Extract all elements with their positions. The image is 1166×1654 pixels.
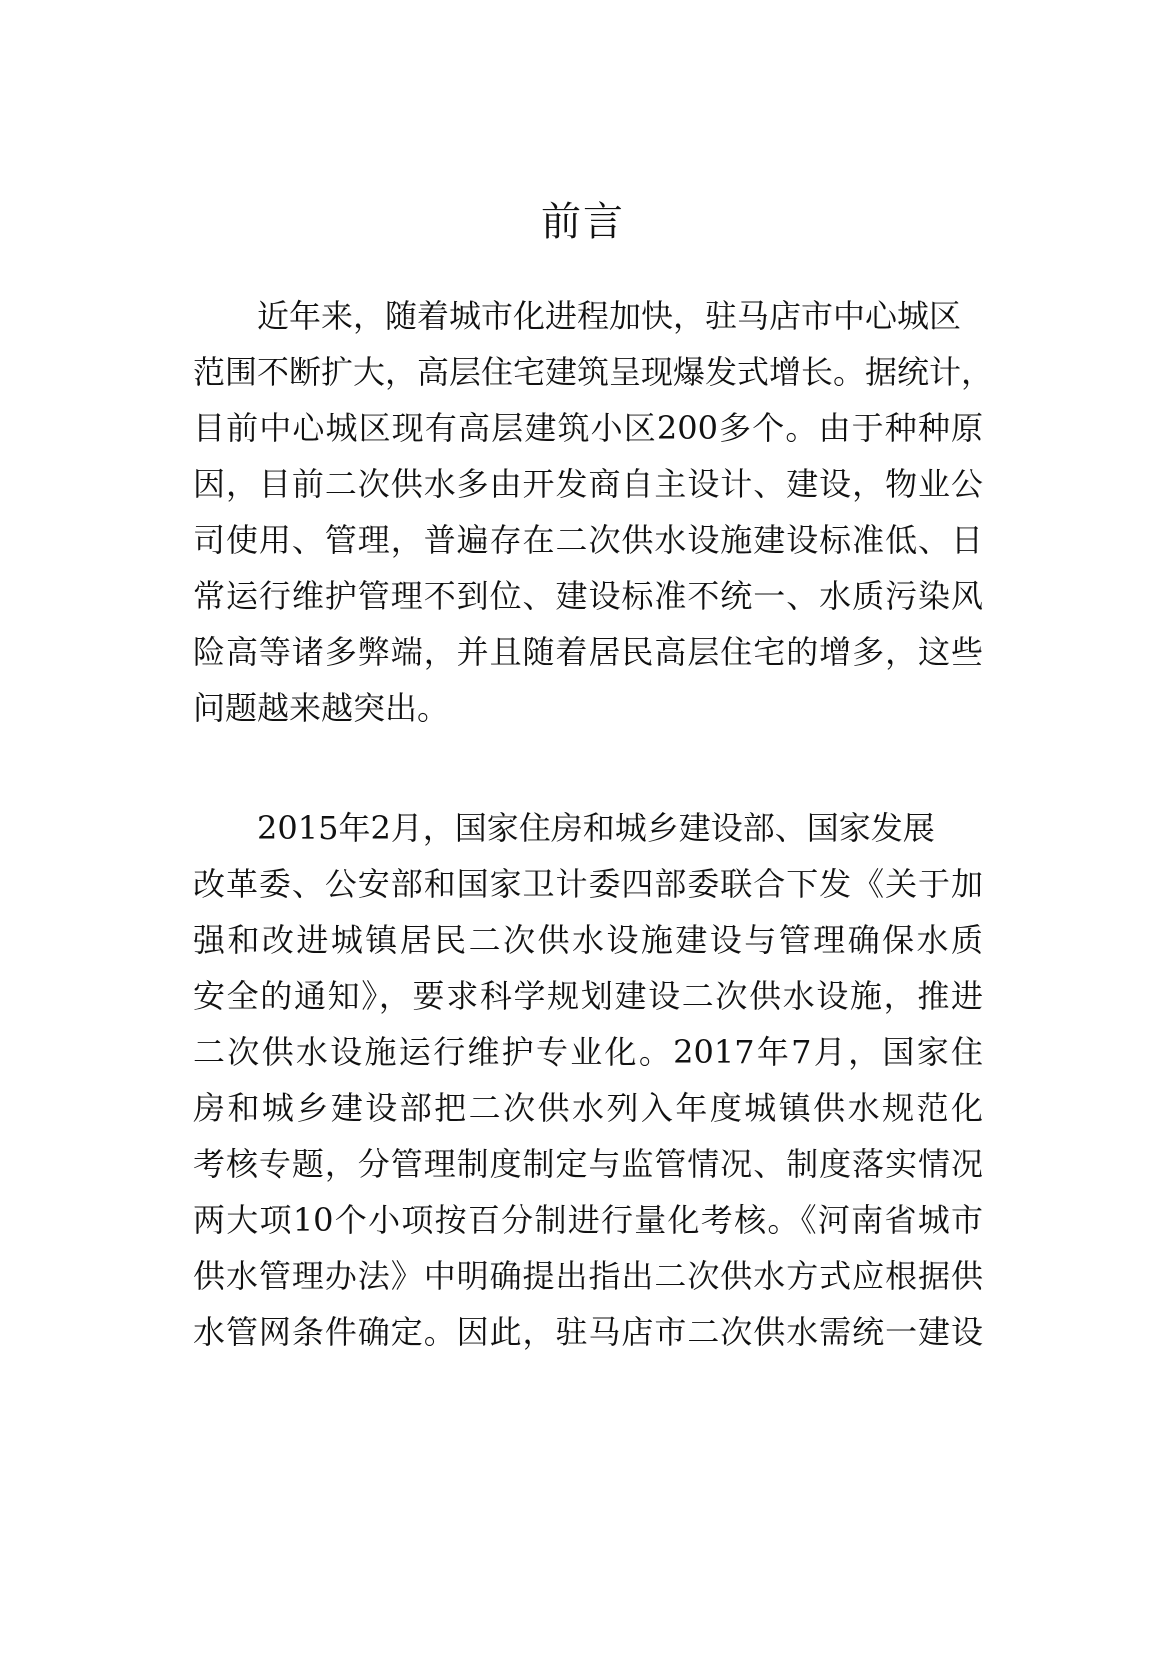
paragraph-line: 二次供水设施运行维护专业化。2017年7月，国家住 <box>193 1033 983 1071</box>
paragraph-2 <box>193 800 983 1360</box>
paragraph-line: 供水管理办法》中明确提出指出二次供水方式应根据供 <box>193 1257 983 1295</box>
paragraph-line: 考核专题，分管理制度制定与监管情况、制度落实情况 <box>193 1145 983 1183</box>
paragraph-line: 房和城乡建设部把二次供水列入年度城镇供水规范化 <box>193 1089 983 1127</box>
paragraph-1 <box>193 288 994 736</box>
paragraph-line: 安全的通知》，要求科学规划建设二次供水设施，推进 <box>193 977 983 1015</box>
paragraph-line: 问题越来越突出。 <box>193 689 450 727</box>
paragraph-line: 近年来，随着城市化进程加快，驻马店市中心城区 <box>193 297 962 335</box>
paragraph-line: 两大项10个小项按百分制进行量化考核。《河南省城市 <box>193 1201 983 1239</box>
paragraph-line: 2015年2月，国家住房和城乡建设部、国家发展 <box>193 809 935 847</box>
paragraph-line: 改革委、公安部和国家卫计委四部委联合下发《关于加 <box>193 865 983 903</box>
page-title: 前言 <box>541 199 625 245</box>
paragraph-line: 范围不断扩大，高层住宅建筑呈现爆发式增长。据统计， <box>193 353 994 391</box>
paragraph-line: 目前中心城区现有高层建筑小区200多个。由于种种原 <box>193 409 983 447</box>
paragraph-line: 强和改进城镇居民二次供水设施建设与管理确保水质 <box>193 921 983 959</box>
paragraph-line: 水管网条件确定。因此，驻马店市二次供水需统一建设 <box>193 1313 983 1351</box>
paragraph-line: 险高等诸多弊端，并且随着居民高层住宅的增多，这些 <box>193 633 983 671</box>
paragraph-line: 常运行维护管理不到位、建设标准不统一、水质污染风 <box>193 577 983 615</box>
paragraph-line: 因，目前二次供水多由开发商自主设计、建设，物业公 <box>193 465 983 503</box>
paragraph-line: 司使用、管理，普遍存在二次供水设施建设标准低、日 <box>193 521 983 559</box>
